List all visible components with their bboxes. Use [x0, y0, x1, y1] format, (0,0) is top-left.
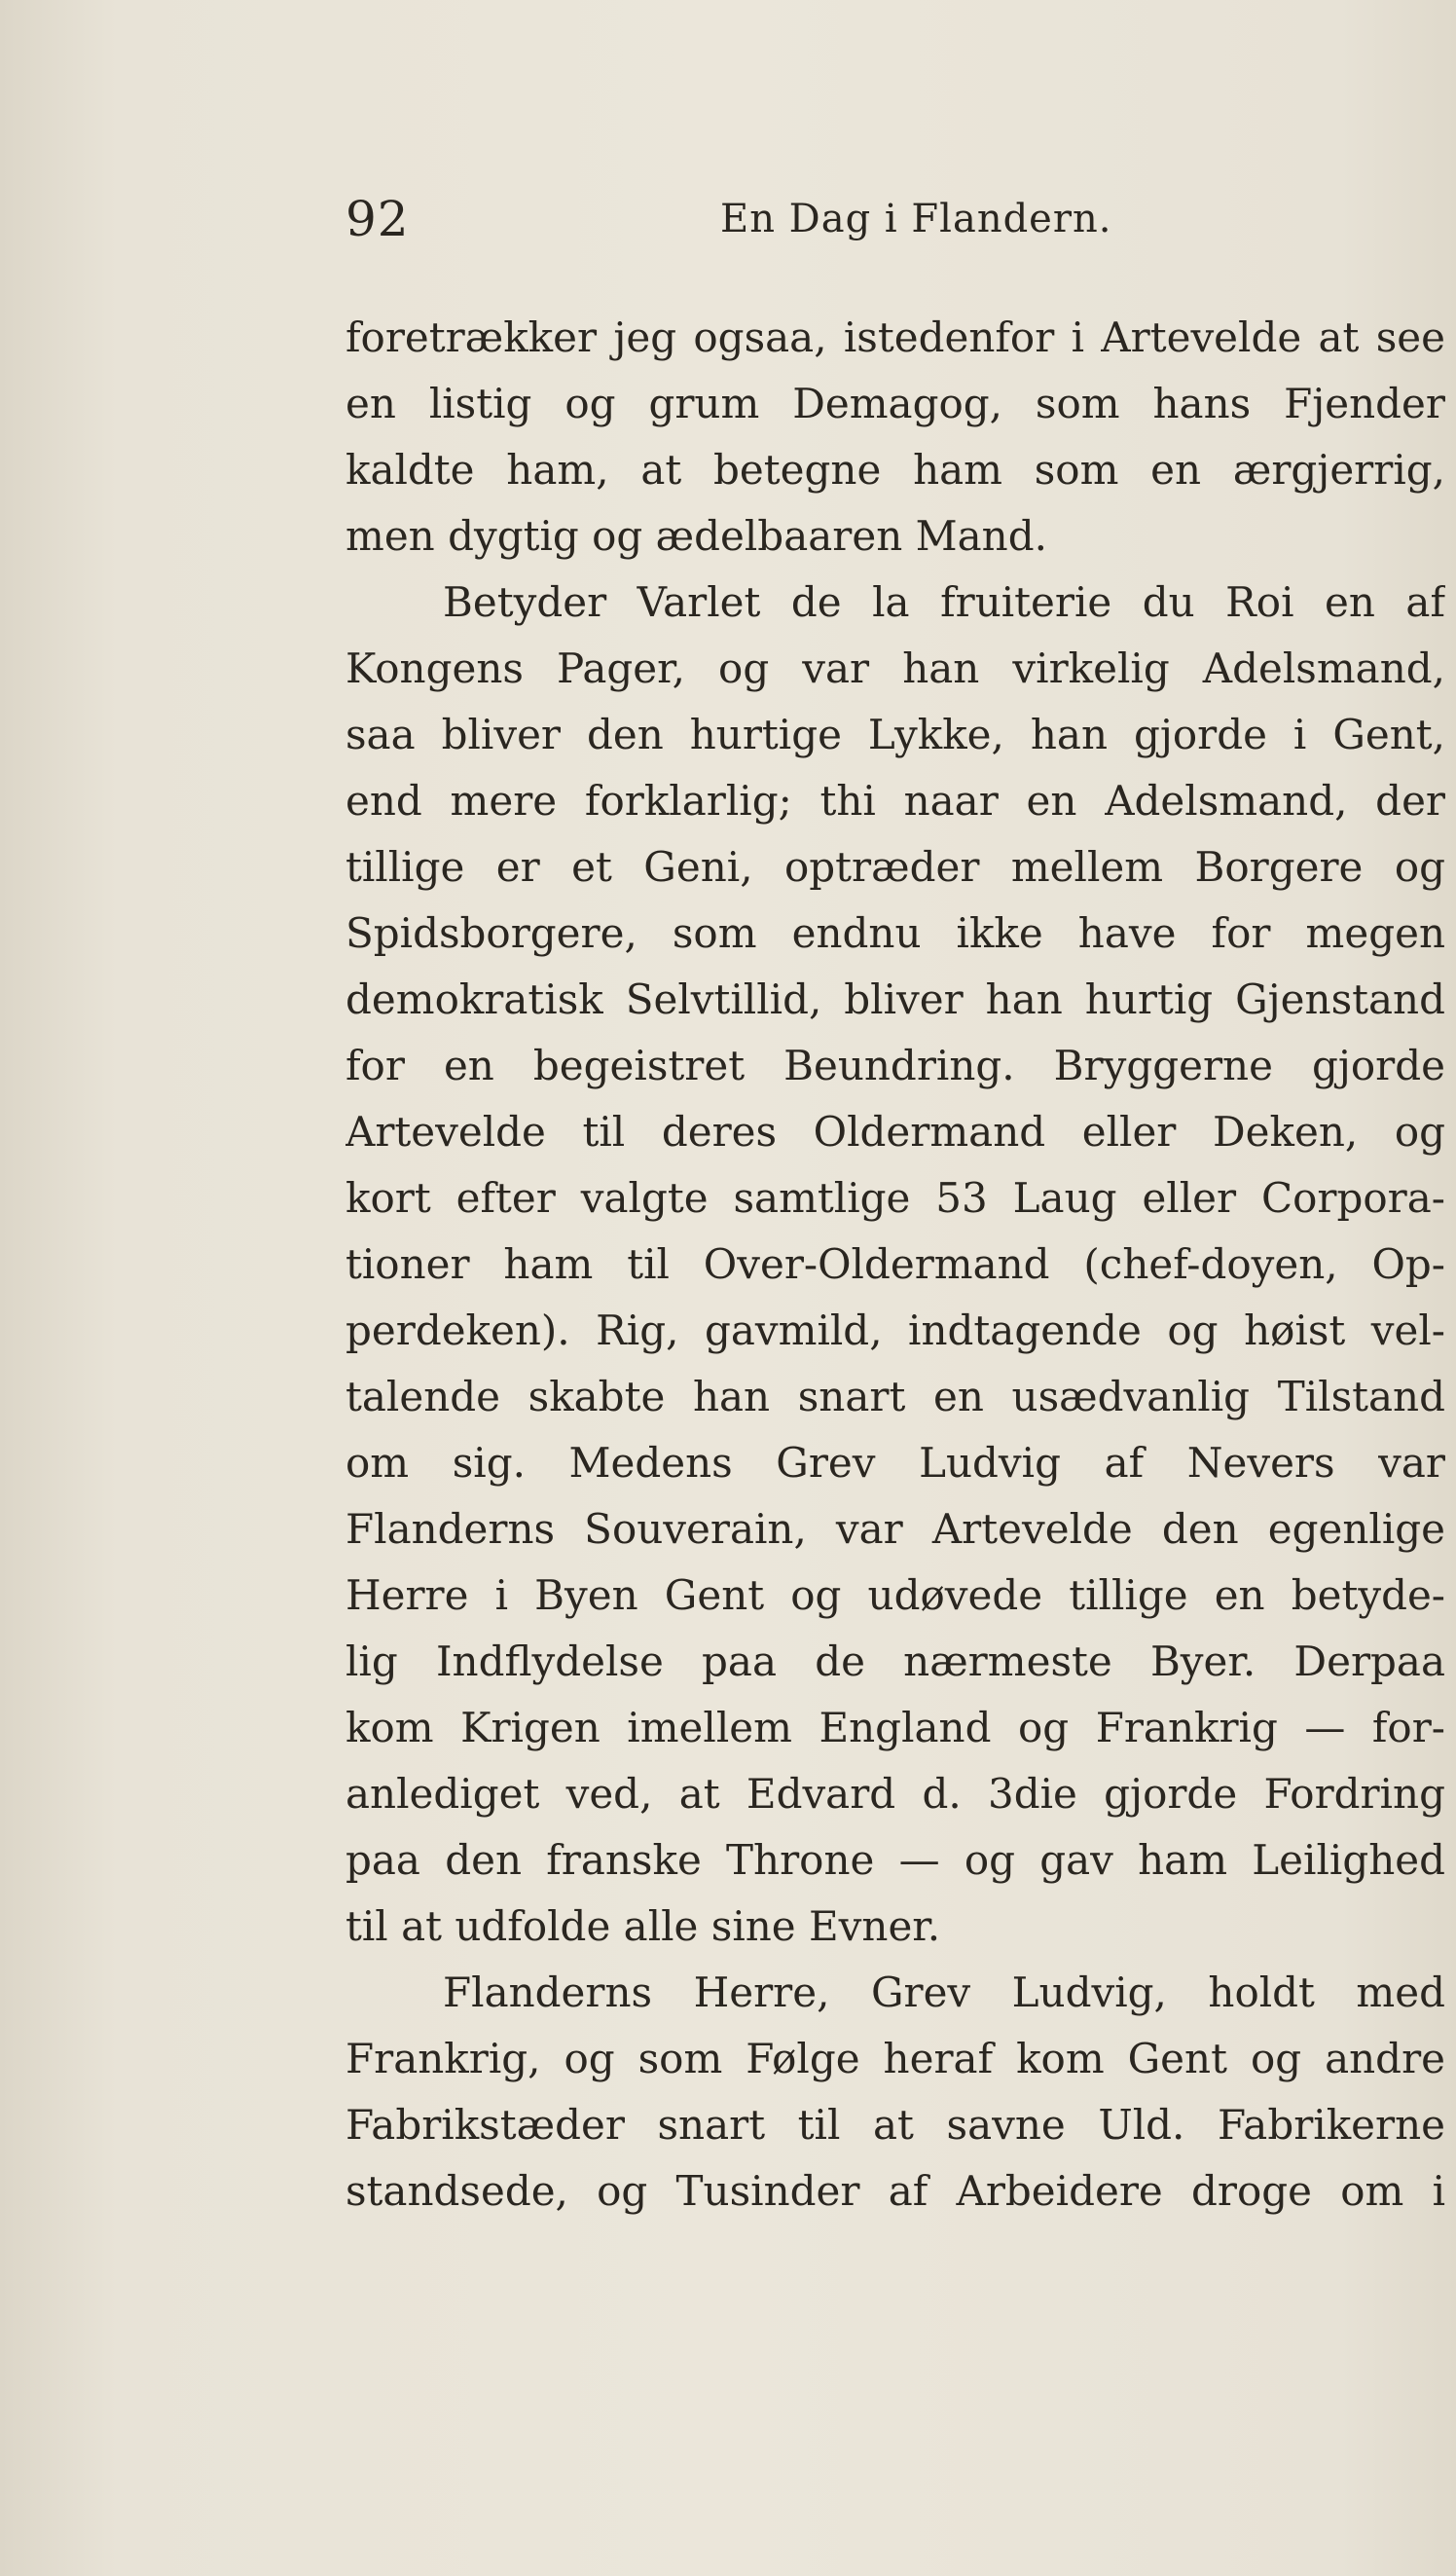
text-line: tioner ham til Over-Oldermand (chef-doyen, Op- [346, 1240, 1445, 1288]
text-line: Flanderns Herre, Grev Ludvig, holdt med [443, 1969, 1445, 2016]
running-title: En Dag i Flandern. [720, 197, 1112, 241]
text-line: talende skabte han snart en usædvanlig Tilstand [346, 1373, 1445, 1420]
text-line: perdeken). Rig, gavmild, indtagende og høist vel- [346, 1306, 1445, 1354]
page-number: 92 [346, 191, 410, 247]
text-line: foretrækker jeg ogsaa, istedenfor i Artevelde at see [346, 313, 1445, 361]
paragraph [346, 570, 1445, 1960]
text-line: Frankrig, og som Følge heraf kom Gent og andre [346, 2035, 1445, 2082]
text-line: Artevelde til deres Oldermand eller Deken, og [346, 1108, 1445, 1156]
text-line: Fabrikstæder snart til at savne Uld. Fabrikerne [346, 2101, 1445, 2149]
text-line: Herre i Byen Gent og udøvede tillige en betyde- [346, 1571, 1445, 1619]
paragraph [346, 1960, 1445, 2225]
text-line: end mere forklarlig; thi naar en Adelsmand, der [346, 777, 1445, 825]
text-line: om sig. Medens Grev Ludvig af Nevers var [346, 1439, 1445, 1487]
text-line: kom Krigen imellem England og Frankrig — for- [346, 1704, 1445, 1751]
page-header [346, 185, 1445, 253]
text-line: kort efter valgte samtlige 53 Laug eller Corpora- [346, 1174, 1445, 1222]
text-line: Spidsborgere, som endnu ikke have for megen [346, 909, 1445, 957]
body-text [346, 305, 1445, 2225]
text-line: tillige er et Geni, optræder mellem Borgere og [346, 843, 1445, 891]
text-line: men dygtig og ædelbaaren Mand. [346, 512, 1047, 560]
text-line: paa den franske Throne — og gav ham Leilighed [346, 1836, 1445, 1884]
text-line: kaldte ham, at betegne ham som en ærgjerrig, [346, 446, 1445, 494]
text-line: Kongens Pager, og var han virkelig Adelsmand, [346, 644, 1445, 692]
text-line: Flanderns Souverain, var Artevelde den egenlige [346, 1505, 1445, 1553]
text-line: til at udfolde alle sine Evner. [346, 1902, 941, 1950]
text-line: en listig og grum Demagog, som hans Fjender [346, 380, 1445, 427]
text-line: demokratisk Selvtillid, bliver han hurtig Gjenstand [346, 975, 1445, 1023]
text-line: lig Indflydelse paa de nærmeste Byer. Derpaa [346, 1638, 1445, 1685]
text-line: saa bliver den hurtige Lykke, han gjorde i Gent, [346, 711, 1445, 758]
text-line: standsede, og Tusinder af Arbeidere droge om i [346, 2167, 1445, 2215]
paragraph [346, 305, 1445, 570]
text-line: for en begeistret Beundring. Bryggerne gjorde [346, 1042, 1445, 1089]
text-line: Betyder Varlet de la fruiterie du Roi en af [443, 578, 1445, 626]
text-line: anlediget ved, at Edvard d. 3die gjorde Fordring [346, 1770, 1445, 1818]
